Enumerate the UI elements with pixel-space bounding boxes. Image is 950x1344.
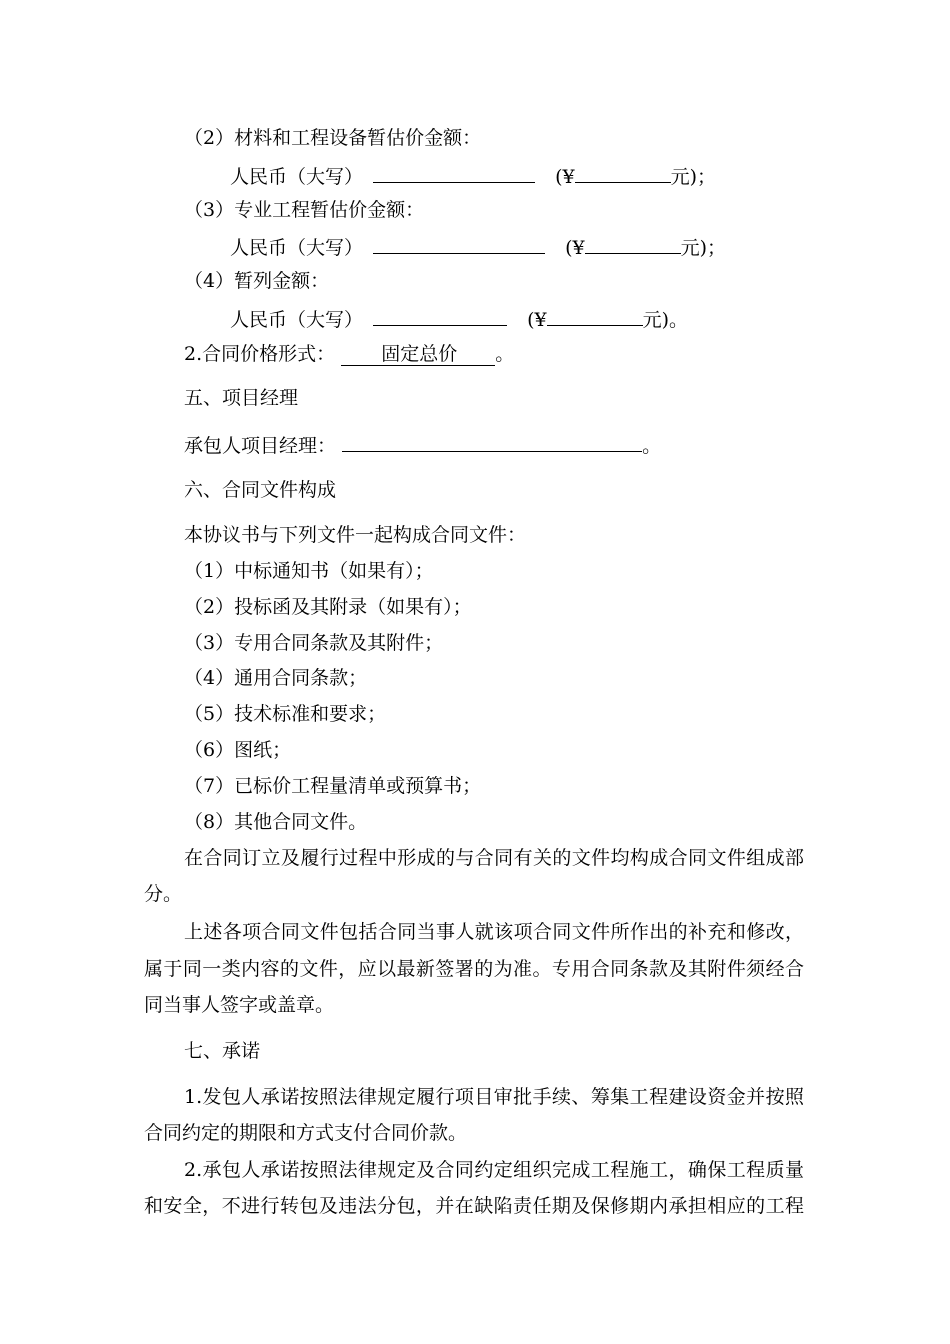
item4-rmb-label: 人民币（大写） (230, 309, 364, 331)
section6-para2-line1: 上述各项合同文件包括合同当事人就该项合同文件所作出的补充和修改， (184, 921, 804, 943)
section7-p1-line2: 合同约定的期限和方式支付合同价款。 (144, 1122, 468, 1144)
item2-yen-field[interactable] (575, 162, 671, 183)
price-form-end: 。 (495, 343, 515, 365)
section7-p2-line2: 和安全，不进行转包及违法分包，并在缺陷责任期及保修期内承担相应的工程 (144, 1195, 804, 1217)
list-item: （4）通用合同条款； (184, 667, 368, 689)
item2-title: （2）材料和工程设备暂估价金额： (184, 127, 482, 149)
pm-label: 承包人项目经理： (184, 435, 337, 457)
list-item: （7）已标价工程量清单或预算书； (184, 775, 482, 797)
item3-rmb-field[interactable] (373, 233, 545, 254)
list-item: （3）专用合同条款及其附件； (184, 632, 444, 654)
section7-p1-line1: 1.发包人承诺按照法律规定履行项目审批手续、筹集工程建设资金并按照 (184, 1086, 804, 1108)
section6-heading: 六、合同文件构成 (184, 479, 337, 501)
item4-amount-row (230, 305, 688, 332)
list-item: （8）其他合同文件。 (184, 811, 368, 833)
item3-title: （3）专业工程暂估价金额： (184, 199, 425, 221)
item3-amount-row (230, 233, 726, 260)
item4-yen-open: (¥ (527, 309, 547, 331)
section6-para2-line3: 同当事人签字或盖章。 (144, 994, 335, 1016)
item4-yen-close: 元)。 (642, 309, 689, 331)
section5-heading: 五、项目经理 (184, 387, 299, 409)
item3-yen-open: (¥ (565, 237, 585, 259)
item3-rmb-label: 人民币（大写） (230, 237, 364, 259)
list-item: （2）投标函及其附录（如果有）； (184, 596, 472, 618)
price-form-row (184, 342, 514, 366)
item2-amount-row (230, 162, 716, 189)
item2-yen-open: (¥ (555, 166, 575, 188)
list-item: （1）中标通知书（如果有）； (184, 560, 434, 582)
item4-yen-field[interactable] (547, 305, 643, 326)
price-form-value[interactable]: 固定总价 (341, 343, 495, 366)
item2-yen-close: 元)； (670, 166, 717, 188)
section7-heading: 七、承诺 (184, 1040, 261, 1062)
item2-rmb-label: 人民币（大写） (230, 166, 364, 188)
pm-row (184, 431, 661, 458)
item4-rmb-field[interactable] (373, 305, 507, 326)
price-form-label: 2.合同价格形式： (184, 343, 336, 365)
list-item: （6）图纸； (184, 739, 292, 761)
section6-intro: 本协议书与下列文件一起构成合同文件： (184, 524, 527, 546)
section7-p2-line1: 2.承包人承诺按照法律规定及合同约定组织完成工程施工，确保工程质量 (184, 1159, 804, 1181)
item4-title: （4）暂列金额： (184, 270, 330, 292)
item3-yen-field[interactable] (585, 233, 681, 254)
list-item: （5）技术标准和要求； (184, 703, 387, 725)
pm-field[interactable] (342, 431, 642, 452)
item2-rmb-field[interactable] (373, 162, 535, 183)
pm-end: 。 (642, 435, 662, 457)
section6-para2-line2: 属于同一类内容的文件，应以最新签署的为准。专用合同条款及其附件须经合 (144, 958, 804, 980)
item3-yen-close: 元)； (680, 237, 727, 259)
section6-para1-line2: 分。 (144, 883, 183, 905)
section6-para1-line1: 在合同订立及履行过程中形成的与合同有关的文件均构成合同文件组成部 (184, 847, 804, 869)
